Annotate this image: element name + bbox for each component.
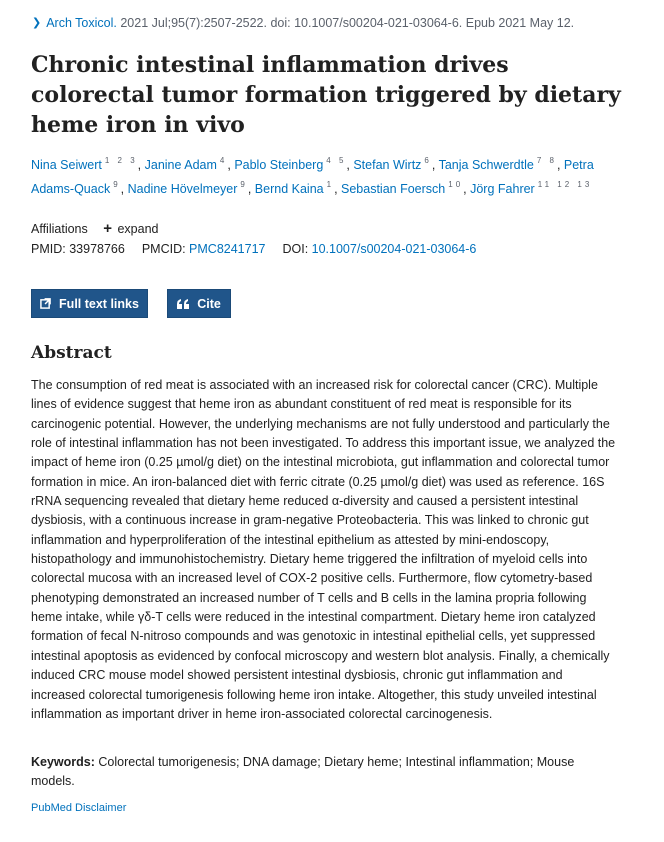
author-separator: , bbox=[463, 182, 471, 196]
full-text-links-label: Full text links bbox=[59, 296, 139, 311]
keywords bbox=[31, 753, 617, 792]
author-separator: , bbox=[334, 182, 342, 196]
affiliation-numbers[interactable]: 9 bbox=[240, 180, 248, 189]
citation-line bbox=[32, 16, 574, 30]
affiliation-numbers[interactable]: 10 bbox=[448, 180, 464, 189]
cite-button[interactable] bbox=[167, 289, 231, 318]
author-separator: , bbox=[431, 158, 439, 172]
article-title: Chronic intestinal inflammation drives colorectal tumor formation triggered by dietary heme iron in vivo bbox=[31, 52, 621, 138]
author-link[interactable]: Tanja Schwerdtle bbox=[438, 158, 534, 172]
affiliation-numbers[interactable]: 6 bbox=[424, 156, 432, 165]
author-link[interactable]: Jörg Fahrer bbox=[470, 182, 535, 196]
affiliation-numbers[interactable]: 4 5 bbox=[326, 156, 347, 165]
affiliation-numbers[interactable]: 1 bbox=[326, 180, 335, 189]
pmcid-label: PMCID: bbox=[141, 242, 186, 256]
author-separator: , bbox=[346, 158, 354, 172]
affiliation-numbers[interactable]: 11 12 13 bbox=[537, 180, 593, 189]
citation-details: 2021 Jul;95(7):2507-2522. doi: 10.1007/s00204-021-03064-6. Epub 2021 May 12. bbox=[116, 16, 575, 30]
identifiers bbox=[31, 242, 476, 256]
affiliations-toggle[interactable] bbox=[31, 220, 159, 237]
expand-label[interactable]: expand bbox=[117, 222, 159, 236]
author-separator: , bbox=[556, 158, 564, 172]
author-link[interactable]: Petra Adams-Quack bbox=[31, 158, 594, 196]
author-link[interactable]: Nina Seiwert bbox=[31, 158, 102, 172]
affiliation-numbers[interactable]: 9 bbox=[113, 180, 121, 189]
quote-icon bbox=[177, 299, 189, 309]
author-separator: , bbox=[227, 158, 235, 172]
chevron-right-icon[interactable]: ❯ bbox=[32, 17, 42, 29]
author-separator: , bbox=[247, 182, 255, 196]
author-link[interactable]: Pablo Steinberg bbox=[234, 158, 324, 172]
full-text-links-button[interactable] bbox=[31, 289, 148, 318]
abstract-heading: Abstract bbox=[31, 343, 112, 363]
plus-icon: + bbox=[103, 220, 112, 237]
author-separator: , bbox=[120, 182, 128, 196]
author-link[interactable]: Janine Adam bbox=[144, 158, 217, 172]
journal-link[interactable]: Arch Toxicol. bbox=[46, 16, 117, 30]
affiliations-label: Affiliations bbox=[31, 222, 88, 236]
doi-link[interactable]: 10.1007/s00204-021-03064-6 bbox=[311, 242, 477, 256]
author-link[interactable]: Stefan Wirtz bbox=[353, 158, 422, 172]
author-link[interactable]: Bernd Kaina bbox=[254, 182, 324, 196]
abstract-text: The consumption of red meat is associated with an increased risk for colorectal cancer (CRC). Multiple lines of evidence suggest that heme iron as abundant constituent of red meat is responsible for its carcinogenic potential. However, the underlying mechanisms are not fully understood and particularly the role of intestinal inflammation has not been investigated. To address this important issue, we analyzed the impact of heme iron (0.25 µmol/g diet) on the intestinal microbiota, gut inflammation and colorectal tumor formation in mice. An iron-balanced diet with ferric citrate (0.25 µmol/g diet) was used as reference. 16S rRNA sequencing revealed that dietary heme reduced α-diversity and caused a persistent intestinal dysbiosis, with a continuous increase in gram-negative Proteobacteria. This was linked to chronic gut inflammation and hyperproliferation of the intestinal epithelium as attested by mini-endoscopy, histopathology and immunohistochemistry. Dietary heme triggered the infiltration of myeloid cells into colorectal mucosa with an increased level of COX-2 positive cells. Furthermore, flow cytometry-based phenotyping demonstrated an increased number of T cells and B cells in the lamina propria following heme intake, while γδ-T cells were reduced in the intestinal compartment. Dietary heme iron catalyzed formation of fecal N-nitroso compounds and was genotoxic in intestinal epithelial cells, yet suppressed intestinal apoptosis as evidenced by confocal microscopy and western blot analysis. Finally, a chemically induced CRC mouse model showed persistent intestinal dysbiosis, chronic gut inflammation and increased colorectal tumorigenesis following heme iron intake. Altogether, this study unveiled intestinal inflammation as important driver in heme iron-associated colorectal carcinogenesis. bbox=[31, 378, 616, 721]
pmid-value: 33978766 bbox=[69, 242, 125, 256]
affiliation-numbers[interactable]: 4 bbox=[219, 156, 228, 165]
doi-label: DOI: bbox=[282, 242, 309, 256]
external-link-icon bbox=[40, 298, 51, 309]
cite-label: Cite bbox=[197, 296, 221, 311]
keywords-text: Colorectal tumorigenesis; DNA damage; Dietary heme; Intestinal inflammation; Mouse models. bbox=[31, 755, 575, 789]
author-separator: , bbox=[137, 158, 145, 172]
author-list bbox=[31, 151, 621, 199]
pubmed-disclaimer-link[interactable]: PubMed Disclaimer bbox=[31, 802, 127, 814]
keywords-label: Keywords: bbox=[31, 755, 95, 769]
author-link[interactable]: Nadine Hövelmeyer bbox=[127, 182, 238, 196]
affiliation-numbers[interactable]: 1 2 3 bbox=[104, 156, 138, 165]
author-link[interactable]: Sebastian Foersch bbox=[341, 182, 446, 196]
pmcid-link[interactable]: PMC8241717 bbox=[189, 242, 266, 256]
affiliation-numbers[interactable]: 7 8 bbox=[536, 156, 557, 165]
pmid-label: PMID: bbox=[31, 242, 66, 256]
